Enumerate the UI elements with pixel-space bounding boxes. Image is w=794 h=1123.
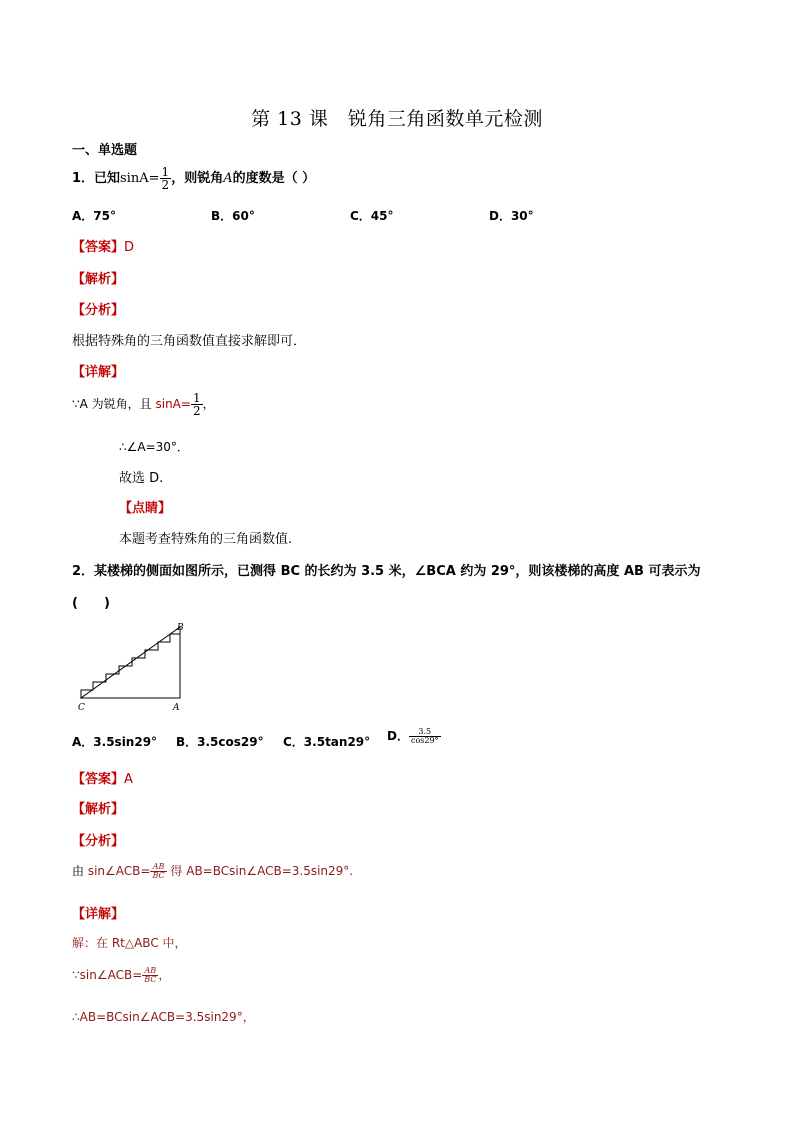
staircase-figure [74,620,194,712]
q2-fenxi-numerator: AB [150,863,166,872]
q2-answer-line [72,768,133,787]
q2-sol2-fraction [142,967,158,984]
q2-analysis-tag: 【解析】 [72,802,125,817]
q2-option-d-label: D． [387,729,409,743]
q1-answer-line [72,236,134,255]
q2-option-a: A．3.5sin29° [72,735,158,749]
q2-solution-line-2 [72,966,170,984]
q1-fenxi-tag: 【分析】 [72,303,125,318]
label-b: B [177,623,184,633]
q2-xiangjie-tag: 【详解】 [72,907,125,922]
page-title: 第 13 课 锐角三角函数单元检测 [251,108,543,130]
q1-l1-fraction [191,392,203,417]
q1-prefix: 1．已知 [72,171,121,186]
q1-l1-pre: ∵A 为锐角，且 [72,397,156,411]
q1-option-c: C．45° [350,209,394,223]
q1-solution-line-3: 故选 D. [119,471,164,486]
q2-sol2-post: ， [158,968,171,982]
q1-analysis-tag: 【解析】 [72,272,125,287]
q2-sol2-numerator: AB [142,967,158,976]
q2-fenxi-post: 得 AB=BCsin∠ACB=3.5sin29°. [166,864,354,878]
q1-denominator: 2 [161,178,170,192]
label-a: A [173,703,180,712]
q2-answer-value: A [124,772,133,787]
q1-numerator: 1 [161,165,170,179]
q1-solution-line-1 [72,392,215,417]
q2-fenxi-sin: sin∠ACB= [87,864,151,878]
q1-l1-post: ， [202,397,215,411]
question-2-paren: ( ) [72,596,110,611]
q1-answer-tag: 【答案】 [72,240,125,255]
q2-fenxi-line [72,862,353,880]
q1-dianjing-tag: 【点睛】 [119,501,172,516]
q2-fenxi-tag: 【分析】 [72,834,125,849]
q2-option-b: B．3.5cos29° [176,735,264,749]
q1-l1-denominator: 2 [192,404,201,418]
q1-fenxi-text: 根据特殊角的三角函数值直接求解即可． [72,334,307,349]
q1-solution-line-2: ∴∠A=30°． [119,440,189,454]
label-c: C [78,703,85,712]
q2-sol2-pre: ∵sin∠ACB= [72,968,143,982]
q2-option-d-fraction [409,728,441,745]
q1-fraction [160,166,172,191]
q1-option-a: A．75° [72,209,116,223]
q2-fenxi-denominator: BC [152,871,165,880]
section-heading: 一、单选题 [72,143,138,158]
q2-solution-line-1: 解：在 Rt△ABC 中， [72,936,187,950]
q1-mid: ，则锐角 [171,171,224,186]
q1-l1-numerator: 1 [192,391,201,405]
question-1-stem [72,166,315,191]
q1-answer-value: D [124,240,135,255]
q2-answer-tag: 【答案】 [72,772,125,787]
q1-option-b: B．60° [211,209,255,223]
q2-option-d [387,727,441,745]
q1-l1-sin: sinA= [155,397,191,411]
q2-solution-line-3: ∴AB=BCsin∠ACB=3.5sin29°， [72,1010,255,1024]
q1-eq: = [148,171,160,186]
q2-d-numerator: 3.5 [409,728,441,737]
q1-option-d: D．30° [489,209,534,223]
q2-option-c: C．3.5tan29° [283,735,371,749]
question-2-stem: 2．某楼梯的侧面如图所示，已测得 BC 的长约为 3.5 米，∠BCA 约为 29°，则该楼梯的高度 AB 可表示为 [72,564,701,579]
q2-fenxi-pre: 由 [72,864,88,878]
q1-var: A [223,171,233,186]
q1-xiangjie-tag: 【详解】 [72,365,125,380]
q1-sin: sinA [120,171,149,186]
q2-d-denominator: cos29° [410,736,439,745]
stair-steps [81,634,180,698]
q1-suffix: 的度数是（ ） [232,171,316,186]
triangle [81,627,180,698]
q2-fenxi-fraction [150,863,166,880]
q2-sol2-denominator: BC [144,975,157,984]
q1-dianjing-text: 本题考查特殊角的三角函数值. [119,532,293,547]
